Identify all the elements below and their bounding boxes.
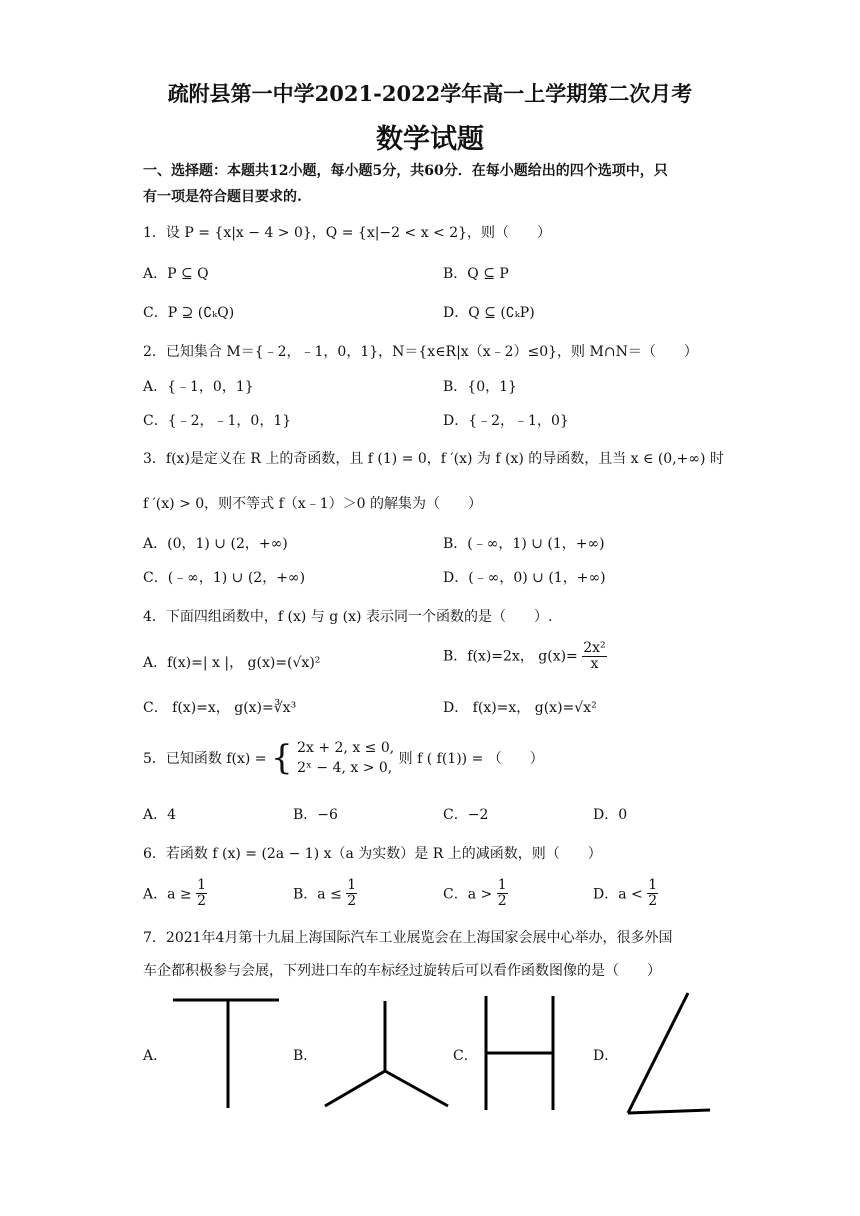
exam-title: 疏附县第一中学2021-2022学年高一上学期第二次月考: [167, 81, 693, 106]
q6-b-den: 2: [347, 893, 357, 909]
q1-option-b[interactable]: B．Q ⊆ P: [443, 266, 509, 282]
q6-a-prefix: A．a ≥: [143, 886, 192, 903]
q6-d-fraction: [647, 878, 658, 909]
q3-stem-line2: f ′(x) > 0，则不等式 f（x﹣1）＞0 的解集为（ ）: [143, 496, 482, 512]
q4-option-b-fraction: [582, 641, 606, 672]
q6-d-prefix: D．a <: [593, 886, 643, 903]
q2-stem: 2．已知集合 M＝{﹣2，﹣1，0，1}，N＝{x∈R|x（x﹣2）≤0}，则 M∩N＝（ ）: [143, 344, 698, 360]
q6-c-fraction: [497, 878, 508, 909]
q5-suffix: 则 f ( f(1)) = （ ）: [398, 751, 544, 767]
q4-b-denominator: x: [590, 656, 599, 672]
q5-case-1: 2x + 2, x ≤ 0,: [297, 740, 395, 756]
q6-option-a[interactable]: [143, 878, 207, 909]
q6-stem: 6．若函数 f (x) = (2a − 1) x（a 为实数）是 R 上的减函数，则（ ）: [143, 846, 602, 862]
q5-option-a[interactable]: A．4: [143, 807, 177, 823]
q2-option-d[interactable]: D．{﹣2，﹣1，0}: [443, 413, 569, 429]
q4-stem: 4．下面四组函数中，f (x) 与 g (x) 表示同一个函数的是（ ）.: [143, 609, 553, 625]
q7-option-d[interactable]: D．: [593, 1048, 619, 1064]
q6-a-den: 2: [197, 893, 207, 909]
q5-option-c[interactable]: C．−2: [443, 807, 489, 823]
q2-option-b[interactable]: B．{0，1}: [443, 379, 517, 395]
q4-option-b-f: f(x)=2x， g(x)=: [467, 648, 578, 665]
q7-logo-a-t-shape: [170, 995, 282, 1111]
section-heading-line2: 有一项是符合题目要求的.: [143, 189, 302, 205]
q1-option-d[interactable]: D．Q ⊆ (∁ₖP): [443, 305, 535, 321]
q7-logo-b-y-shape: [320, 995, 454, 1111]
q3-stem-line1: 3．f(x)是定义在 R 上的奇函数，且 f (1) = 0，f ′(x) 为 f (x) 的导函数，且当 x ∈ (0,+∞) 时: [143, 451, 724, 467]
q4-option-b-prefix: B．: [443, 648, 468, 665]
q6-a-fraction: [196, 878, 207, 909]
q4-option-a-text: f(x)=| x |， g(x)=(√x)²: [167, 655, 321, 671]
exam-subtitle: 数学试题: [376, 124, 484, 155]
q6-c-prefix: C．a >: [443, 886, 493, 903]
q6-b-fraction: [346, 878, 357, 909]
q3-option-b[interactable]: B．(﹣∞，1) ∪ (1，+∞): [443, 536, 605, 552]
q4-option-c[interactable]: C． f(x)=x， g(x)=∛x³: [143, 700, 297, 716]
q5-stem: [143, 738, 544, 778]
q7-logo-c-h-shape: [478, 993, 562, 1113]
q7-stem-line1: 7．2021年4月第十九届上海国际汽车工业展览会在上海国家会展中心举办，很多外国: [143, 930, 673, 946]
q5-option-b[interactable]: B．−6: [293, 807, 338, 823]
q6-d-den: 2: [648, 893, 658, 909]
q7-logo-d-angle-shape: [620, 990, 714, 1116]
q5-option-d[interactable]: D．0: [593, 807, 628, 823]
q1-option-a[interactable]: A．P ⊆ Q: [143, 266, 209, 282]
q7-option-b[interactable]: B．: [293, 1048, 318, 1064]
q5-cases: [297, 738, 394, 778]
q4-option-a[interactable]: [143, 652, 320, 672]
q7-option-c[interactable]: C．: [453, 1048, 478, 1064]
q7-stem-line2: 车企都积极参与会展，下列进口车的车标经过旋转后可以看作函数图像的是（ ）: [143, 963, 661, 979]
q6-c-den: 2: [497, 893, 507, 909]
q6-c-num: 1: [497, 877, 507, 893]
q6-b-num: 1: [347, 877, 357, 893]
q6-d-num: 1: [648, 877, 658, 893]
q4-option-a-prefix: A．: [143, 655, 168, 671]
q6-b-prefix: B．a ≤: [293, 886, 342, 903]
q3-option-c[interactable]: C．(﹣∞，1) ∪ (2，+∞): [143, 570, 306, 586]
q2-option-c[interactable]: C．{﹣2，﹣1，0，1}: [143, 413, 292, 429]
q2-option-a[interactable]: A．{﹣1，0，1}: [143, 379, 254, 395]
q1-stem: 1．设 P = {x|x − 4 > 0}，Q = {x|−2 < x < 2}，则（ ）: [143, 225, 552, 241]
q3-option-a[interactable]: A．(0，1) ∪ (2，+∞): [143, 536, 288, 552]
q4-b-numerator: 2x²: [583, 640, 606, 656]
q3-option-d[interactable]: D．(﹣∞，0) ∪ (1，+∞): [443, 570, 606, 586]
section-heading-line1: 一、选择题：本题共12小题，每小题5分，共60分．在每小题给出的四个选项中，只: [143, 163, 668, 179]
q6-option-d[interactable]: [593, 878, 658, 909]
q1-option-c[interactable]: C．P ⊇ (∁ₖQ): [143, 305, 235, 321]
q6-option-c[interactable]: [443, 878, 508, 909]
q4-option-b[interactable]: [443, 641, 607, 672]
q5-brace: {: [271, 738, 293, 778]
q6-option-b[interactable]: [293, 878, 357, 909]
q5-case-2: 2ˣ − 4, x > 0,: [297, 760, 393, 776]
q4-option-d[interactable]: D． f(x)=x， g(x)=√x²: [443, 700, 597, 716]
q6-a-num: 1: [197, 877, 207, 893]
q7-option-a[interactable]: A．: [143, 1048, 168, 1064]
q5-prefix: 5．已知函数 f(x) =: [143, 751, 267, 767]
